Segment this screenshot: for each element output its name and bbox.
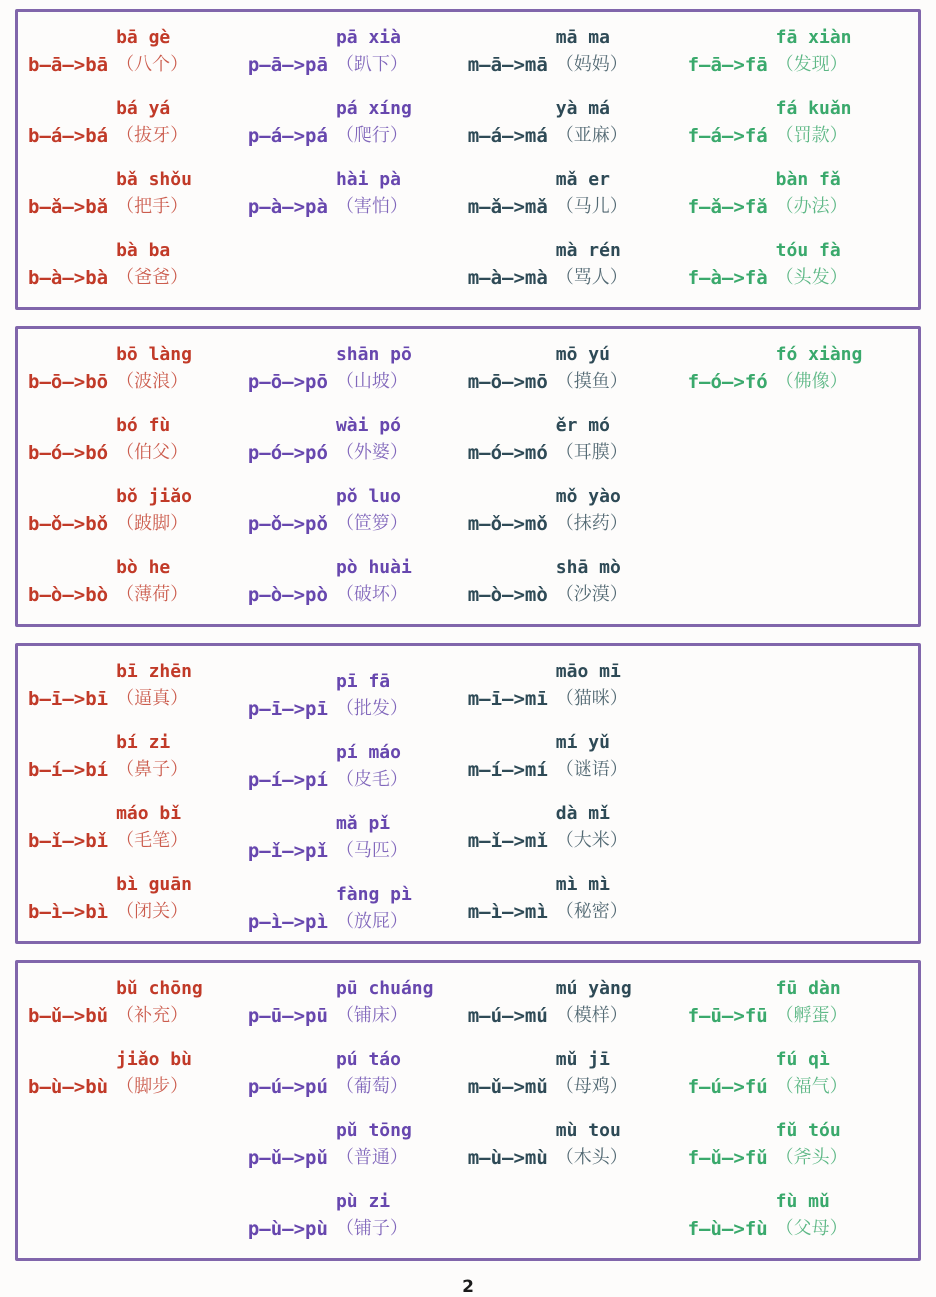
pinyin-word: bǔ chōng: [116, 978, 203, 1000]
pinyin-word: mú yàng: [555, 978, 632, 1000]
pinyin-word: jiǎo bù: [116, 1049, 192, 1071]
pinyin-word: pú táo: [335, 1049, 401, 1071]
chinese-gloss: （脚步）: [116, 1076, 189, 1098]
pinyin-formula: p—ō—>pō: [247, 371, 328, 394]
pinyin-word: mù tou: [555, 1120, 621, 1142]
pinyin-word: bàn fǎ: [775, 169, 841, 191]
pinyin-cell-m-a-row2: [468, 95, 682, 151]
chinese-gloss: （补充）: [116, 1005, 189, 1027]
pinyin-cell-p-u-row3: [248, 1117, 462, 1173]
pinyin-formula: m—í—>mí: [467, 759, 548, 782]
chinese-gloss: （笸箩）: [335, 513, 408, 535]
pinyin-formula: p—ī—>pī: [247, 698, 328, 721]
pinyin-word: yà má: [555, 98, 610, 120]
pinyin-formula: b—ù—>bù: [28, 1076, 109, 1099]
pinyin-word: bò he: [116, 557, 171, 579]
chinese-gloss: （佛像）: [775, 371, 848, 393]
pinyin-word: bǎ shǒu: [116, 169, 192, 191]
pinyin-word: mí yǔ: [555, 732, 610, 754]
empty-cell: [688, 800, 910, 856]
chinese-gloss: （办法）: [775, 196, 848, 218]
pinyin-formula: p—ǐ—>pǐ: [247, 840, 328, 863]
pinyin-word: tóu fà: [775, 240, 841, 262]
pinyin-cell-f-a-row1: [688, 24, 910, 80]
chinese-gloss: （外婆）: [335, 442, 408, 464]
pinyin-word: fàng pì: [335, 884, 412, 906]
chinese-gloss: （趴下）: [335, 54, 408, 76]
pinyin-formula: b—í—>bí: [28, 759, 109, 782]
pinyin-cell-p-i-row4: [248, 881, 462, 937]
pinyin-cell-f-u-row3: [688, 1117, 910, 1173]
pinyin-word: pī fā: [335, 671, 391, 693]
pinyin-formula: p—ó—>pó: [247, 442, 328, 465]
pinyin-word: pū chuáng: [335, 978, 434, 1000]
pinyin-formula: f—ū—>fū: [687, 1005, 768, 1028]
chinese-gloss: （批发）: [335, 698, 408, 720]
chinese-gloss: （伯父）: [116, 442, 189, 464]
pinyin-formula: p—ā—>pā: [247, 54, 328, 77]
pinyin-formula: b—ī—>bī: [28, 688, 109, 711]
pinyin-cell-p-i-row1: [248, 668, 462, 724]
pinyin-formula: p—ì—>pì: [247, 911, 328, 934]
chinese-gloss: （摸鱼）: [555, 371, 628, 393]
chinese-gloss: （沙漠）: [555, 584, 628, 606]
pinyin-box-a: [15, 9, 921, 310]
empty-cell: [688, 483, 910, 539]
pinyin-word: bì guān: [116, 874, 192, 896]
pinyin-formula: p—ò—>pò: [247, 584, 328, 607]
chinese-gloss: （普通）: [335, 1147, 408, 1169]
pinyin-cell-m-o-row1: [468, 341, 682, 397]
chinese-gloss: （木头）: [555, 1147, 628, 1169]
pinyin-box-i: [15, 643, 921, 944]
pinyin-formula: p—ù—>pù: [247, 1218, 328, 1241]
pinyin-formula: p—à—>pà: [247, 196, 328, 219]
pinyin-formula: f—ù—>fù: [687, 1218, 768, 1241]
pinyin-formula: f—á—>fá: [687, 125, 768, 148]
page-number: 2: [462, 1277, 474, 1297]
pinyin-cell-p-o-row3: [248, 483, 462, 539]
pinyin-word: bō làng: [116, 344, 192, 366]
pinyin-word: pǔ tōng: [335, 1120, 412, 1142]
chinese-gloss: （罚款）: [775, 125, 848, 147]
pinyin-formula: m—ǐ—>mǐ: [467, 830, 548, 853]
pinyin-formula: b—ǒ—>bǒ: [28, 513, 109, 536]
chinese-gloss: （大米）: [555, 830, 628, 852]
chinese-gloss: （秘密）: [555, 901, 628, 923]
chinese-gloss: （放屁）: [335, 911, 408, 933]
pinyin-word: mǔ jī: [555, 1049, 610, 1071]
pinyin-cell-p-i-row2: [248, 739, 462, 795]
chinese-gloss: （跛脚）: [116, 513, 189, 535]
pinyin-cell-b-o-row4: [28, 554, 242, 610]
chinese-gloss: （福气）: [775, 1076, 848, 1098]
pinyin-word: mō yú: [555, 344, 610, 366]
pinyin-cell-b-u-row1: [28, 975, 242, 1031]
pinyin-word: hài pà: [335, 169, 401, 191]
pinyin-formula: f—ú—>fú: [687, 1076, 768, 1099]
pinyin-cell-p-u-row2: [248, 1046, 462, 1102]
pinyin-word: fú qì: [775, 1049, 830, 1071]
pinyin-formula: p—ú—>pú: [247, 1076, 328, 1099]
pinyin-word: shā mò: [555, 557, 621, 579]
chinese-gloss: （鼻子）: [116, 759, 189, 781]
chinese-gloss: （爬行）: [335, 125, 408, 147]
pinyin-word: bá yá: [116, 98, 171, 120]
pinyin-formula: b—à—>bà: [28, 267, 109, 290]
chinese-gloss: （铺子）: [335, 1218, 408, 1240]
chinese-gloss: （斧头）: [775, 1147, 848, 1169]
pinyin-word: mā ma: [555, 27, 610, 49]
pinyin-cell-f-a-row2: [688, 95, 910, 151]
chinese-gloss: （破坏）: [335, 584, 408, 606]
pinyin-word: bā gè: [116, 27, 171, 49]
pinyin-word: māo mī: [555, 661, 621, 683]
chinese-gloss: （马儿）: [555, 196, 628, 218]
pinyin-cell-m-i-row4: [468, 871, 682, 927]
pinyin-cell-f-u-row1: [688, 975, 910, 1031]
pinyin-cell-f-a-row4: [688, 237, 910, 293]
pinyin-cell-m-u-row2: [468, 1046, 682, 1102]
pinyin-cell-m-u-row3: [468, 1117, 682, 1173]
pinyin-word: bó fù: [116, 415, 171, 437]
pinyin-formula: p—í—>pí: [247, 769, 328, 792]
pinyin-cell-m-o-row4: [468, 554, 682, 610]
pinyin-cell-b-i-row3: [28, 800, 242, 856]
pinyin-word: mì mì: [555, 874, 610, 896]
pinyin-formula: m—ò—>mò: [467, 584, 548, 607]
pinyin-cell-b-a-row2: [28, 95, 242, 151]
chinese-gloss: （薄荷）: [116, 584, 189, 606]
pinyin-word: fù mǔ: [775, 1191, 830, 1213]
pinyin-word: fó xiàng: [775, 344, 863, 366]
pinyin-word: dà mǐ: [555, 803, 610, 825]
pinyin-cell-p-u-row4: [248, 1188, 462, 1244]
chinese-gloss: （葡萄）: [335, 1076, 408, 1098]
pinyin-cell-m-u-row1: [468, 975, 682, 1031]
chinese-gloss: （爸爸）: [116, 267, 189, 289]
pinyin-formula: m—ǒ—>mǒ: [467, 513, 548, 536]
pinyin-cell-p-a-row2: [248, 95, 462, 151]
pinyin-formula: b—ǎ—>bǎ: [28, 196, 109, 219]
pinyin-formula: b—ǐ—>bǐ: [28, 830, 109, 853]
pinyin-cell-p-i-row3: [248, 810, 462, 866]
chinese-gloss: （猫咪）: [555, 688, 628, 710]
pinyin-cell-b-a-row3: [28, 166, 242, 222]
pinyin-word: bí zi: [116, 732, 171, 754]
pinyin-formula: m—ī—>mī: [467, 688, 548, 711]
empty-cell: [688, 412, 910, 468]
pinyin-word: shān pō: [335, 344, 412, 366]
pinyin-cell-m-a-row1: [468, 24, 682, 80]
pinyin-cell-m-i-row3: [468, 800, 682, 856]
chinese-gloss: （皮毛）: [335, 769, 408, 791]
pinyin-cell-b-i-row2: [28, 729, 242, 785]
pinyin-cell-m-i-row2: [468, 729, 682, 785]
pinyin-cell-m-i-row1: [468, 658, 682, 714]
pinyin-word: pá xíng: [335, 98, 412, 120]
pinyin-cell-f-o-row1: [688, 341, 910, 397]
chinese-gloss: （把手）: [116, 196, 189, 218]
pinyin-word: pò huài: [335, 557, 412, 579]
pinyin-formula: f—ǎ—>fǎ: [687, 196, 768, 219]
empty-cell: [468, 1188, 682, 1244]
chinese-gloss: （马匹）: [335, 840, 408, 862]
pinyin-formula: b—ó—>bó: [28, 442, 109, 465]
chinese-gloss: （闭关）: [116, 901, 189, 923]
pinyin-word: bà ba: [116, 240, 171, 262]
pinyin-word: fū dàn: [775, 978, 841, 1000]
pinyin-cell-b-o-row2: [28, 412, 242, 468]
chinese-gloss: （耳膜）: [555, 442, 628, 464]
pinyin-formula: m—ì—>mì: [467, 901, 548, 924]
pinyin-word: mǒ yào: [555, 486, 621, 508]
pinyin-cell-b-o-row3: [28, 483, 242, 539]
empty-cell: [688, 554, 910, 610]
chinese-gloss: （妈妈）: [555, 54, 628, 76]
pinyin-cell-f-u-row4: [688, 1188, 910, 1244]
pinyin-cell-b-a-row4: [28, 237, 242, 293]
chinese-gloss: （亚麻）: [555, 125, 628, 147]
pinyin-formula: m—ù—>mù: [467, 1147, 548, 1170]
pinyin-word: mǎ pǐ: [335, 813, 391, 835]
chinese-gloss: （铺床）: [335, 1005, 408, 1027]
pinyin-word: bǒ jiǎo: [116, 486, 192, 508]
chinese-gloss: （抹药）: [555, 513, 628, 535]
pinyin-formula: f—ā—>fā: [687, 54, 768, 77]
pinyin-word: bī zhēn: [116, 661, 192, 683]
pinyin-formula: b—ǔ—>bǔ: [28, 1005, 109, 1028]
pinyin-formula: p—ǒ—>pǒ: [247, 513, 328, 536]
empty-cell: [688, 871, 910, 927]
pinyin-formula: p—ū—>pū: [247, 1005, 328, 1028]
pinyin-formula: m—à—>mà: [467, 267, 548, 290]
empty-cell: [28, 1188, 242, 1244]
pinyin-cell-p-a-row1: [248, 24, 462, 80]
pinyin-word: mǎ er: [555, 169, 610, 191]
pinyin-cell-p-u-row1: [248, 975, 462, 1031]
pinyin-formula: m—ō—>mō: [467, 371, 548, 394]
pinyin-formula: p—á—>pá: [247, 125, 328, 148]
pinyin-word: wài pó: [335, 415, 401, 437]
pinyin-word: ěr mó: [555, 415, 610, 437]
chinese-gloss: （山坡）: [335, 371, 408, 393]
pinyin-word: fā xiàn: [775, 27, 852, 49]
chinese-gloss: （毛笔）: [116, 830, 189, 852]
pinyin-formula: m—á—>má: [467, 125, 548, 148]
pinyin-cell-b-i-row4: [28, 871, 242, 927]
chinese-gloss: （模样）: [555, 1005, 628, 1027]
chinese-gloss: （八个）: [116, 54, 189, 76]
pinyin-word: fá kuǎn: [775, 98, 852, 120]
pinyin-formula: b—ā—>bā: [28, 54, 109, 77]
pinyin-cell-m-o-row2: [468, 412, 682, 468]
pinyin-word: mà rén: [555, 240, 621, 262]
pinyin-formula: m—ó—>mó: [467, 442, 548, 465]
pinyin-formula: f—ó—>fó: [687, 371, 768, 394]
pinyin-cell-p-o-row2: [248, 412, 462, 468]
chinese-gloss: （母鸡）: [555, 1076, 628, 1098]
pinyin-cell-f-a-row3: [688, 166, 910, 222]
pinyin-formula: b—ì—>bì: [28, 901, 109, 924]
pinyin-word: pí máo: [335, 742, 401, 764]
pinyin-formula: m—ǎ—>mǎ: [467, 196, 548, 219]
pinyin-formula: b—á—>bá: [28, 125, 109, 148]
pinyin-word: pā xià: [335, 27, 401, 49]
chinese-gloss: （波浪）: [116, 371, 189, 393]
pinyin-cell-b-i-row1: [28, 658, 242, 714]
pinyin-word: pù zi: [335, 1191, 391, 1213]
pinyin-cell-b-a-row1: [28, 24, 242, 80]
empty-cell: [28, 1117, 242, 1173]
pinyin-cell-p-o-row4: [248, 554, 462, 610]
pinyin-cell-b-u-row2: [28, 1046, 242, 1102]
pinyin-formula: m—ǔ—>mǔ: [467, 1076, 548, 1099]
empty-cell: [248, 237, 462, 293]
pinyin-formula: p—ǔ—>pǔ: [247, 1147, 328, 1170]
empty-cell: [688, 729, 910, 785]
pinyin-cell-p-a-row3: [248, 166, 462, 222]
pinyin-cell-p-o-row1: [248, 341, 462, 397]
pinyin-formula: f—ǔ—>fǔ: [687, 1147, 768, 1170]
pinyin-cell-f-u-row2: [688, 1046, 910, 1102]
chinese-gloss: （孵蛋）: [775, 1005, 848, 1027]
pinyin-cell-b-o-row1: [28, 341, 242, 397]
chinese-gloss: （发现）: [775, 54, 848, 76]
pinyin-formula: f—à—>fà: [687, 267, 768, 290]
pinyin-word: fǔ tóu: [775, 1120, 841, 1142]
pinyin-cell-m-a-row4: [468, 237, 682, 293]
chinese-gloss: （谜语）: [555, 759, 628, 781]
pinyin-formula: b—ò—>bò: [28, 584, 109, 607]
chinese-gloss: （逼真）: [116, 688, 189, 710]
chinese-gloss: （骂人）: [555, 267, 628, 289]
pinyin-cell-m-a-row3: [468, 166, 682, 222]
pinyin-box-u: [15, 960, 921, 1261]
pinyin-formula: b—ō—>bō: [28, 371, 109, 394]
chinese-gloss: （拔牙）: [116, 125, 189, 147]
pinyin-boxes-container: [0, 9, 936, 1261]
pinyin-formula: m—ú—>mú: [467, 1005, 548, 1028]
chinese-gloss: （父母）: [775, 1218, 848, 1240]
pinyin-formula: m—ā—>mā: [467, 54, 548, 77]
chinese-gloss: （头发）: [775, 267, 848, 289]
chinese-gloss: （害怕）: [335, 196, 408, 218]
empty-cell: [688, 658, 910, 714]
pinyin-cell-m-o-row3: [468, 483, 682, 539]
pinyin-box-o: [15, 326, 921, 627]
pinyin-word: máo bǐ: [116, 803, 182, 825]
pinyin-word: pǒ luo: [335, 486, 401, 508]
